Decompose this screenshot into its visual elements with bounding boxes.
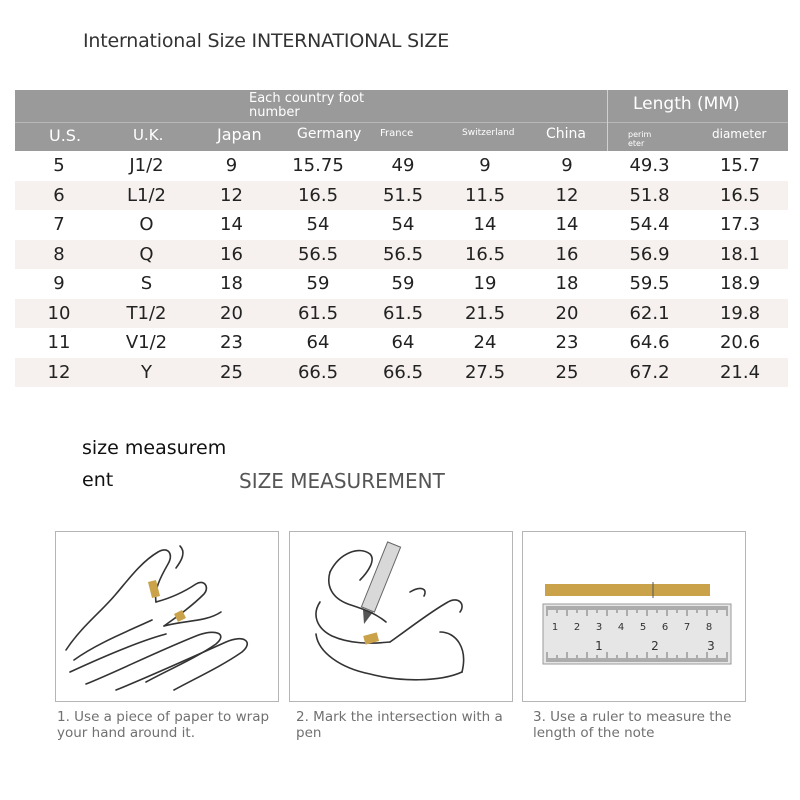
table-header [15,90,788,151]
group-header: Each country foot number [249,91,365,120]
cell-japan: 18 [220,273,243,294]
ruler-illustration [523,532,745,701]
cell-us: 10 [47,302,71,324]
ruler-tick-label: 2 [651,639,659,653]
cell-china: 9 [561,155,573,176]
step-2-caption: 2. Mark the intersection with a pen [296,709,503,741]
cell-uk: Q [139,243,154,265]
page-title: International Size INTERNATIONAL SIZE [83,30,449,52]
cell-perimeter: 49.3 [629,155,670,176]
cell-switzerland: 14 [473,214,497,235]
table-row [15,240,788,270]
cell-germany: 56.5 [297,243,339,265]
cell-uk: L1/2 [127,184,166,206]
cell-perimeter: 51.8 [629,184,670,206]
cell-germany: 16.5 [297,184,339,206]
cell-uk: O [139,214,154,235]
size-table [15,90,788,387]
cell-perimeter: 54.4 [629,214,670,235]
ruler-tick-label: 1 [551,622,559,633]
pen-mark-illustration [290,532,512,701]
cell-germany: 66.5 [297,361,339,383]
ruler-tick-label: 6 [661,622,669,633]
cell-diameter: 20.6 [719,332,761,353]
cell-perimeter: 64.6 [629,332,670,353]
cell-france: 61.5 [382,302,424,324]
cell-uk: T1/2 [126,302,167,324]
col-header-china: China [546,126,586,142]
size-measurement-heading: SIZE MEASUREMENT [239,469,445,493]
cell-switzerland: 11.5 [464,184,506,206]
cell-france: 49 [391,155,415,176]
cell-perimeter: 56.9 [629,243,670,265]
cell-diameter: 19.8 [719,302,761,324]
cell-germany: 15.75 [292,155,344,176]
cell-japan: 16 [220,243,243,265]
cell-switzerland: 27.5 [464,361,506,383]
cell-diameter: 15.7 [719,155,761,176]
ruler-tick-label: 8 [705,622,713,633]
ruler-tick-label: 2 [573,622,581,633]
size-measurement-label: size measurement [82,437,227,491]
col-header-uk: U.K. [133,126,164,144]
cell-china: 25 [555,361,579,383]
col-header-us: U.S. [49,126,82,145]
cell-france: 54 [391,214,415,235]
cell-diameter: 18.1 [719,243,761,265]
cell-switzerland: 9 [479,155,491,176]
cell-china: 20 [555,302,579,324]
table-row [15,181,788,211]
length-header: Length (MM) [633,94,740,114]
cell-us: 6 [53,184,65,206]
cell-germany: 54 [306,214,330,235]
cell-japan: 14 [220,214,243,235]
cell-us: 5 [53,155,65,176]
step-1-caption: 1. Use a piece of paper to wrap your hand around it. [57,709,270,741]
ruler-tick-label: 1 [595,639,603,653]
cell-uk: S [140,273,153,294]
cell-germany: 64 [306,332,330,353]
cell-japan: 25 [220,361,243,383]
step-2-panel [289,531,513,702]
ruler-tick-label: 4 [617,622,625,633]
step-1-panel [55,531,279,702]
cell-switzerland: 16.5 [464,243,506,265]
cell-diameter: 16.5 [719,184,761,206]
cell-france: 66.5 [382,361,424,383]
cell-diameter: 17.3 [719,214,761,235]
ruler-tick-label: 5 [639,622,647,633]
cell-china: 23 [555,332,579,353]
table-row [15,328,788,358]
col-header-switzerland: Switzerland [462,128,515,138]
cell-us: 8 [53,243,65,265]
col-header-perimeter: perimeter [628,130,652,148]
cell-uk: Y [141,361,152,383]
col-header-france: France [380,128,414,139]
ruler-tick-label: 7 [683,622,691,633]
step-3-caption: 3. Use a ruler to measure the length of the note [533,709,732,741]
table-row [15,210,788,240]
cell-china: 14 [555,214,579,235]
table-row [15,269,788,299]
cell-japan: 9 [225,155,238,176]
cell-china: 16 [555,243,579,265]
cell-japan: 23 [220,332,243,353]
ruler-tick-label: 3 [707,639,715,653]
cell-france: 56.5 [382,243,424,265]
cell-perimeter: 67.2 [629,361,670,383]
table-row [15,358,788,388]
cell-japan: 20 [220,302,243,324]
cell-us: 7 [53,214,65,235]
table-row [15,151,788,181]
ruler-tick-label: 3 [595,622,603,633]
col-header-japan: Japan [217,125,262,144]
cell-switzerland: 19 [473,273,497,294]
cell-switzerland: 21.5 [464,302,506,324]
col-header-diameter: diameter [712,127,767,141]
cell-france: 59 [391,273,415,294]
cell-japan: 12 [220,184,243,206]
hand-wrap-illustration [56,532,278,701]
cell-perimeter: 62.1 [629,302,670,324]
table-row [15,299,788,329]
cell-germany: 61.5 [297,302,339,324]
cell-uk: V1/2 [125,332,168,353]
step-3-panel [522,531,746,702]
cell-perimeter: 59.5 [629,273,670,294]
cell-diameter: 18.9 [719,273,761,294]
cell-us: 9 [53,273,65,294]
cell-uk: J1/2 [129,155,164,176]
cell-france: 51.5 [382,184,424,206]
cell-switzerland: 24 [473,332,497,353]
paper-strip-icon [545,584,710,596]
col-header-germany: Germany [297,126,362,142]
cell-us: 12 [47,361,71,383]
cell-diameter: 21.4 [719,361,761,383]
cell-us: 11 [47,332,71,353]
cell-china: 18 [555,273,579,294]
cell-france: 64 [391,332,415,353]
cell-germany: 59 [306,273,330,294]
cell-china: 12 [555,184,579,206]
